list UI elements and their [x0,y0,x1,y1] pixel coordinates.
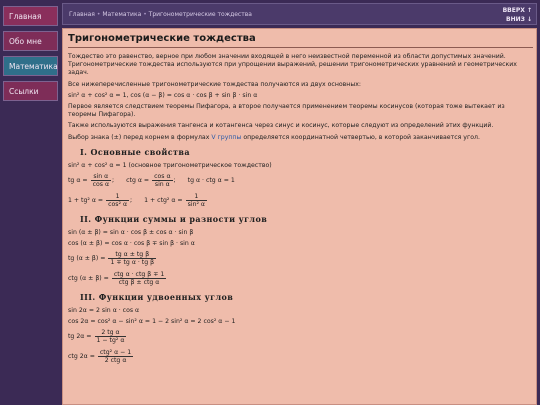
proof-paragraph: Первое является следствием теоремы Пифагора, а второе получается применением теоремы косинусов (которая тоже вытекает из теоремы Пифагора). [68,103,505,119]
denominator: 1 ∓ tg α · tg β [110,259,155,267]
nav-about[interactable]: Обо мне [3,31,58,51]
nav-links[interactable]: Ссылки [3,81,58,101]
formula-lhs: ctg α = [126,177,150,185]
formula-cos-double: cos 2α = cos² α − sin² α = 1 − 2 sin² α = 2 cos² α − 1 [68,317,236,325]
semicolon: ; [130,197,133,205]
formula-lhs: tg 2α = [68,333,92,341]
breadcrumb-separator: • [143,11,147,18]
numerator: ctg α · ctg β ∓ 1 [113,271,165,279]
formula-row-squares [68,193,533,209]
formula-pythagorean: sin² α + cos² α = 1 (основное тригонометрическое тождество) [68,161,272,169]
breadcrumb [69,11,252,18]
fraction [108,251,156,266]
fraction [186,193,207,208]
formula-sin-sum: sin (α ± β) = sin α · cos β ± cos α · sin β [68,228,194,236]
formula-ctg-sum [68,271,533,287]
section-heading-sum: II. Функции суммы и разности углов [80,213,268,224]
breadcrumb-home[interactable]: Главная [69,11,95,18]
denominator: cos α [92,181,110,189]
formula-lhs: 1 + ctg² α = [144,197,183,205]
formula-lhs: 1 + tg² α = [68,197,104,205]
fraction [106,193,129,208]
jump-links [503,6,532,24]
denominator: ctg β ± ctg α [118,279,160,287]
formula-lhs: tg (α ± β) = [68,255,106,263]
sidebar [0,0,62,405]
formula-tg-double [68,329,533,345]
fraction [112,271,166,286]
denominator: 1 − tg² α [96,337,125,345]
numerator: 2 tg α [95,329,127,337]
fraction [152,173,172,188]
formula-lhs: ctg (α ± β) = [68,275,109,283]
fraction [91,173,111,188]
denominator: sin α [154,181,170,189]
semicolon: ; [173,177,176,185]
fraction [98,349,133,364]
numerator: cos α [154,173,171,181]
section-heading-basic: I. Основные свойства [80,146,190,157]
denominator: cos² α [108,201,128,209]
breadcrumb-math[interactable]: Математика [102,11,142,18]
scroll-down-link[interactable]: ВНИЗ ↓ [506,16,532,23]
numerator: tg α ± tg β [108,251,156,259]
numerator: sin α [91,173,111,181]
formula-tg-sum [68,251,533,267]
denominator: sin² α [187,201,206,209]
sign-text-b: определяется координатной четвертью, в которой заканчивается угол. [241,133,480,141]
semicolon: ; [112,177,115,185]
base-intro-paragraph: Все нижеперечисленные тригонометрические тождества получаются из двух основных: [68,80,361,88]
fraction [95,329,127,344]
formula-tg-ctg-product: tg α · ctg α = 1 [187,177,235,185]
formula-cos-sum: cos (α ± β) = cos α · cos β ∓ sin β · sin α [68,239,195,247]
numerator: ctg² α − 1 [99,349,132,357]
breadcrumb-current: Тригонометрические тождества [148,11,252,18]
formula-ctg-double [68,349,533,365]
denominator: 2 ctg α [104,357,127,365]
numerator: 1 [106,193,129,201]
section-heading-double: III. Функции удвоенных углов [80,291,234,302]
nav-math[interactable]: Математика [3,56,58,76]
top-bar [62,3,537,25]
page-title: Тригонометрические тождества [68,33,533,48]
formula-sin-double: sin 2α = 2 sin α · cos α [68,306,140,314]
nav-home[interactable]: Главная [3,6,58,26]
numerator: 1 [186,193,207,201]
group-v-link[interactable]: V группы [211,133,242,141]
breadcrumb-separator: • [96,11,101,18]
intro-paragraph: Тождество это равенство, верное при любом значении входящей в него неизвестной переменной из области допустимых значений. Тригонометрические тождества используются при упрощении выражений, решении тригонометрических уравнений и геометрических задач. [68,53,517,77]
sign-text-a: Выбор знака (±) перед корнем в формулах [68,133,212,141]
formula-lhs: ctg 2α = [68,353,95,361]
content-panel [62,28,537,405]
scroll-up-link[interactable]: ВВЕРХ ↑ [502,7,532,14]
formula-row-tg-ctg [68,173,533,189]
tangent-paragraph: Также используются выражения тангенса и котангенса через синус и косинус, которые следуют из определений этих функций. [68,122,494,130]
sign-paragraph [68,134,533,142]
base-formulas: sin² α + cos² α = 1, cos (α − β) = cos α · cos β + sin β · sin α [68,91,258,99]
formula-lhs: tg α = [68,177,88,185]
